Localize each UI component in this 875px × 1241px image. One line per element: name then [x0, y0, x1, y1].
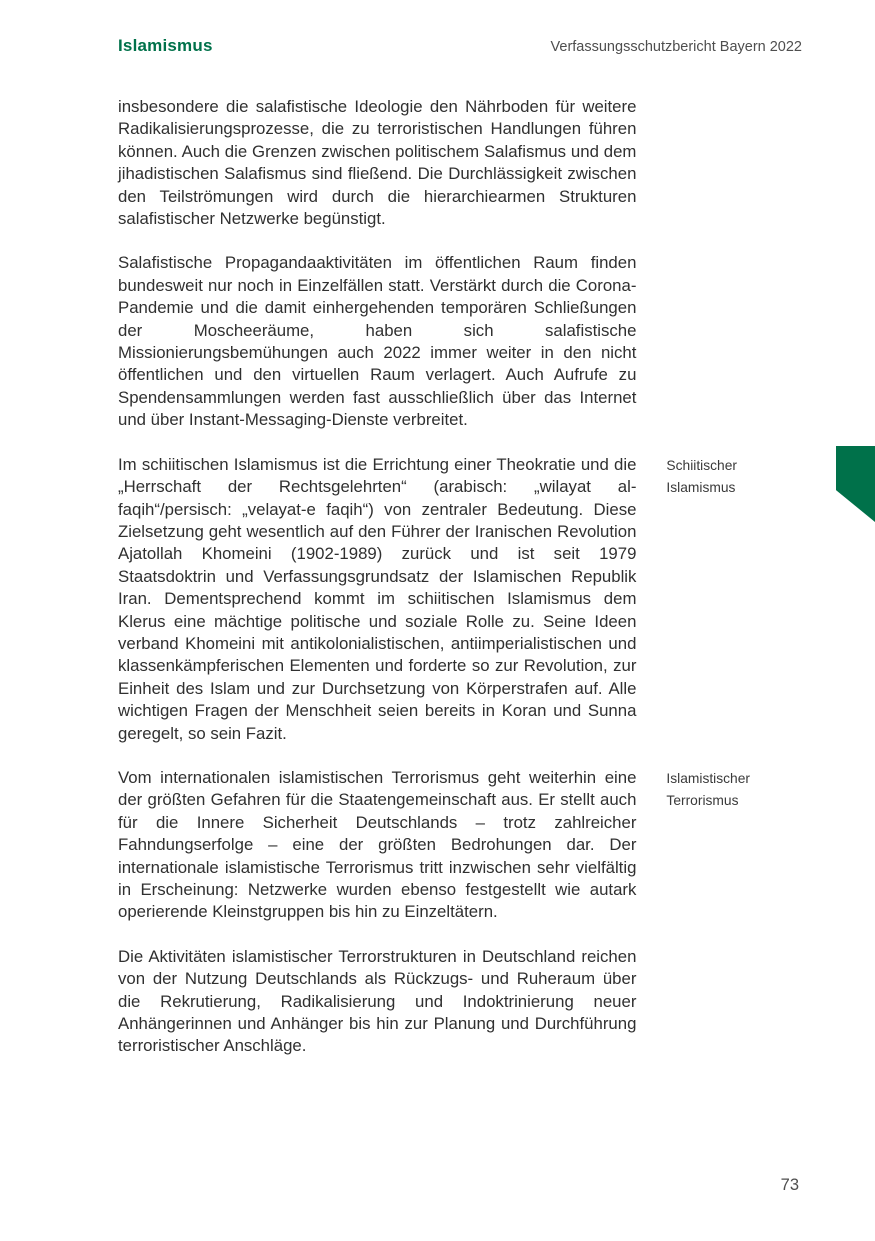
page-content — [118, 96, 802, 1080]
margin-note — [666, 252, 802, 253]
paragraph-row — [118, 96, 802, 230]
bookmark-ribbon-icon — [836, 446, 875, 522]
paragraph-row — [118, 767, 802, 924]
body-paragraph: Salafistische Propagandaaktivitäten im öffentlichen Raum finden bundesweit nur noch in Einzelfällen statt. Verstärkt durch die Corona-Pandemie und die damit einhergehenden temporären Schließungen der Moscheeräume, haben sich salafistische Missionierungsbemühungen auch 2022 immer weiter in den nicht öffentlichen und den virtuellen Raum verlagert. Auch Aufrufe zu Spendensammlungen werden fast ausschließlich über das Internet und über Instant-Messaging-Dienste verbreitet. — [118, 253, 637, 430]
report-title: Verfassungsschutzbericht Bayern 2022 — [550, 39, 802, 55]
margin-note — [666, 96, 802, 97]
page-number: 73 — [780, 1176, 799, 1194]
body-paragraph: insbesondere die salafistische Ideologie den Nährboden für weitere Radikalisierungsprozesse, die zu terroristischen Handlungen führen können. Auch die Grenzen zwischen politischem Salafismus und dem jihadistischen Salafismus sind fließend. Die Durchlässigkeit zwischen den Teilströmungen wird durch die hierarchiearmen Strukturen salafistischer Netzwerke begünstigt. — [118, 97, 637, 229]
margin-note-islamistischer-terrorismus: Islamistischer Terrorismus — [666, 770, 750, 808]
paragraph-row — [118, 946, 802, 1058]
page-header — [118, 36, 802, 56]
body-paragraph: Im schiitischen Islamismus ist die Errichtung einer Theokratie und die „Herrschaft der Rechtsgelehrten“ (arabisch: „wilayat al-faqih“/persisch: „velayat-e faqih“) von zentraler Bedeutung. Diese Zielsetzung geht wesentlich auf den Führer der Iranischen Revolution Ajatollah Khomeini (1902-1989) zurück und ist seit 1979 Staatsdoktrin und Verfassungsgrundsatz der Islamischen Republik Iran. Dementsprechend kommt im schiitischen Islamismus dem Klerus eine mächtige politische und soziale Rolle zu. Seine Ideen verband Khomeini mit antikolonialistischen, antiimperialistischen und klassenkämpferischen Elementen und forderte so zur Revolution, zur Einheit des Islam und zur Durchsetzung von Körperstrafen auf. Alle wichtigen Fragen der Menschheit seien bereits in Koran und Sunna geregelt, so sein Fazit. — [118, 454, 637, 743]
chapter-title: Islamismus — [118, 36, 213, 55]
margin-note — [666, 946, 802, 947]
paragraph-row — [118, 252, 802, 431]
body-paragraph: Die Aktivitäten islamistischer Terrorstrukturen in Deutschland reichen von der Nutzung Deutschlands als Rückzugs- und Ruheraum über die Rekrutierung, Radikalisierung und Indoktrinierung neuer Anhängerinnen und Anhänger bis hin zur Planung und Durchführung terroristischer Anschläge. — [118, 946, 637, 1056]
body-paragraph: Vom internationalen islamistischen Terrorismus geht weiterhin eine der größten Gefahren für die Staatengemeinschaft aus. Er stellt auch für die Innere Sicherheit Deutschlands – trotz zahlreicher Fahndungserfolge – eine der größten Bedrohungen dar. Der internationale islamistische Terrorismus tritt inzwischen sehr vielfältig in Erscheinung: Netzwerke wurden ebenso festgestellt wie autark operierende Kleinstgruppen bis hin zu Einzeltätern. — [118, 767, 637, 922]
paragraph-row — [118, 454, 802, 745]
margin-note-schiitischer-islamismus: Schiitischer Islamismus — [666, 457, 737, 495]
